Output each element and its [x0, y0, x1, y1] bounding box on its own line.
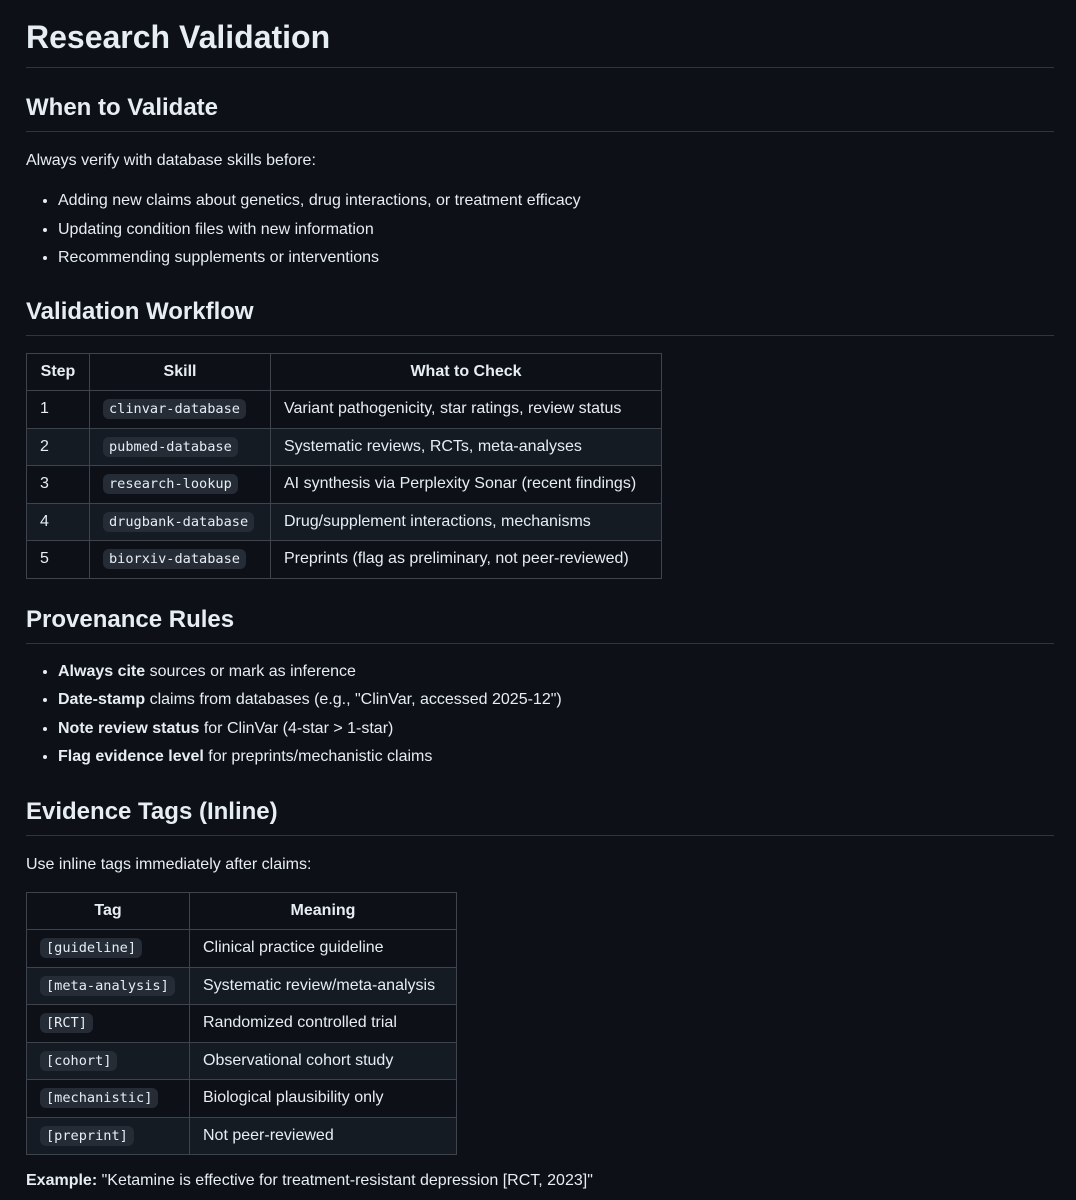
section-heading-when: When to Validate [26, 93, 1054, 132]
skill-cell [90, 428, 271, 466]
table-header-row [27, 892, 457, 930]
tag-code: [RCT] [40, 1013, 93, 1033]
skill-cell [90, 391, 271, 429]
skill-code: pubmed-database [103, 437, 238, 457]
table-row [27, 466, 662, 504]
skill-code: biorxiv-database [103, 549, 246, 569]
check-cell: Variant pathogenicity, star ratings, review status [271, 391, 662, 429]
when-list [26, 187, 1054, 273]
workflow-table [26, 353, 662, 579]
provenance-list [26, 658, 1054, 772]
table-row [27, 541, 662, 579]
header-check: What to Check [271, 353, 662, 391]
header-skill: Skill [90, 353, 271, 391]
tag-code: [guideline] [40, 938, 142, 958]
rule-text: for preprints/mechanistic claims [203, 748, 433, 765]
rule-text: claims from databases (e.g., "ClinVar, accessed 2025-12") [145, 691, 562, 708]
meaning-cell: Observational cohort study [190, 1042, 457, 1080]
table-row [27, 391, 662, 429]
list-item [58, 715, 1054, 744]
table-row [27, 1005, 457, 1043]
example-label: Example: [26, 1172, 98, 1189]
table-row [27, 967, 457, 1005]
table-row [27, 503, 662, 541]
header-tag: Tag [27, 892, 190, 930]
page-title: Research Validation [26, 0, 1054, 68]
meaning-cell: Not peer-reviewed [190, 1117, 457, 1155]
section-heading-workflow: Validation Workflow [26, 297, 1054, 336]
tags-table [26, 892, 457, 1156]
check-cell: Systematic reviews, RCTs, meta-analyses [271, 428, 662, 466]
table-row [27, 930, 457, 968]
step-cell: 5 [27, 541, 90, 579]
check-cell: Drug/supplement interactions, mechanisms [271, 503, 662, 541]
rule-text: for ClinVar (4-star > 1-star) [199, 719, 394, 737]
skill-code: research-lookup [103, 474, 238, 494]
tag-cell [27, 1117, 190, 1155]
meaning-cell: Systematic review/meta-analysis [190, 967, 457, 1005]
table-row [27, 1080, 457, 1118]
skill-code: drugbank-database [103, 512, 254, 532]
example-paragraph [26, 1169, 1054, 1193]
table-row [27, 1117, 457, 1155]
check-cell: AI synthesis via Perplexity Sonar (recent findings) [271, 466, 662, 504]
section-heading-tags: Evidence Tags (Inline) [26, 797, 1054, 836]
step-cell: 1 [27, 391, 90, 429]
table-header-row [27, 353, 662, 391]
rule-bold: Flag evidence level [58, 748, 204, 765]
tag-code: [mechanistic] [40, 1088, 158, 1108]
list-item [58, 743, 1054, 772]
rule-bold: Date-stamp [58, 691, 146, 708]
meaning-cell: Clinical practice guideline [190, 930, 457, 968]
tag-cell [27, 1042, 190, 1080]
header-step: Step [27, 353, 90, 391]
check-cell: Preprints (flag as preliminary, not peer-reviewed) [271, 541, 662, 579]
meaning-cell: Biological plausibility only [190, 1080, 457, 1118]
tag-cell [27, 1080, 190, 1118]
table-row [27, 428, 662, 466]
tag-cell [27, 967, 190, 1005]
skill-cell [90, 466, 271, 504]
skill-cell [90, 541, 271, 579]
skill-code: clinvar-database [103, 399, 246, 419]
header-meaning: Meaning [190, 892, 457, 930]
table-row [27, 1042, 457, 1080]
step-cell: 3 [27, 466, 90, 504]
when-intro: Always verify with database skills before: [26, 152, 316, 169]
tag-code: [meta-analysis] [40, 976, 175, 996]
skill-cell [90, 503, 271, 541]
list-item: • Updating condition files with new information [58, 216, 1054, 245]
rule-bold: Note review status [58, 719, 200, 737]
list-item [58, 658, 1054, 687]
tag-cell [27, 930, 190, 968]
tags-intro: Use inline tags immediately after claims: [26, 855, 312, 873]
step-cell: 2 [27, 428, 90, 466]
example-text: "Ketamine is effective for treatment-resistant depression [RCT, 2023]" [97, 1172, 593, 1189]
list-item: • Recommending supplements or interventions [58, 244, 1054, 273]
meaning-cell: Randomized controlled trial [190, 1005, 457, 1043]
tag-code: [cohort] [40, 1051, 117, 1071]
tag-code: [preprint] [40, 1126, 134, 1146]
tag-cell [27, 1005, 190, 1043]
list-item [58, 686, 1054, 715]
list-item: • Adding new claims about genetics, drug interactions, or treatment efficacy [58, 187, 1054, 216]
rule-text: sources or mark as inference [145, 662, 356, 680]
section-heading-provenance: Provenance Rules [26, 605, 1054, 644]
rule-bold: Always cite [58, 662, 146, 680]
step-cell: 4 [27, 503, 90, 541]
